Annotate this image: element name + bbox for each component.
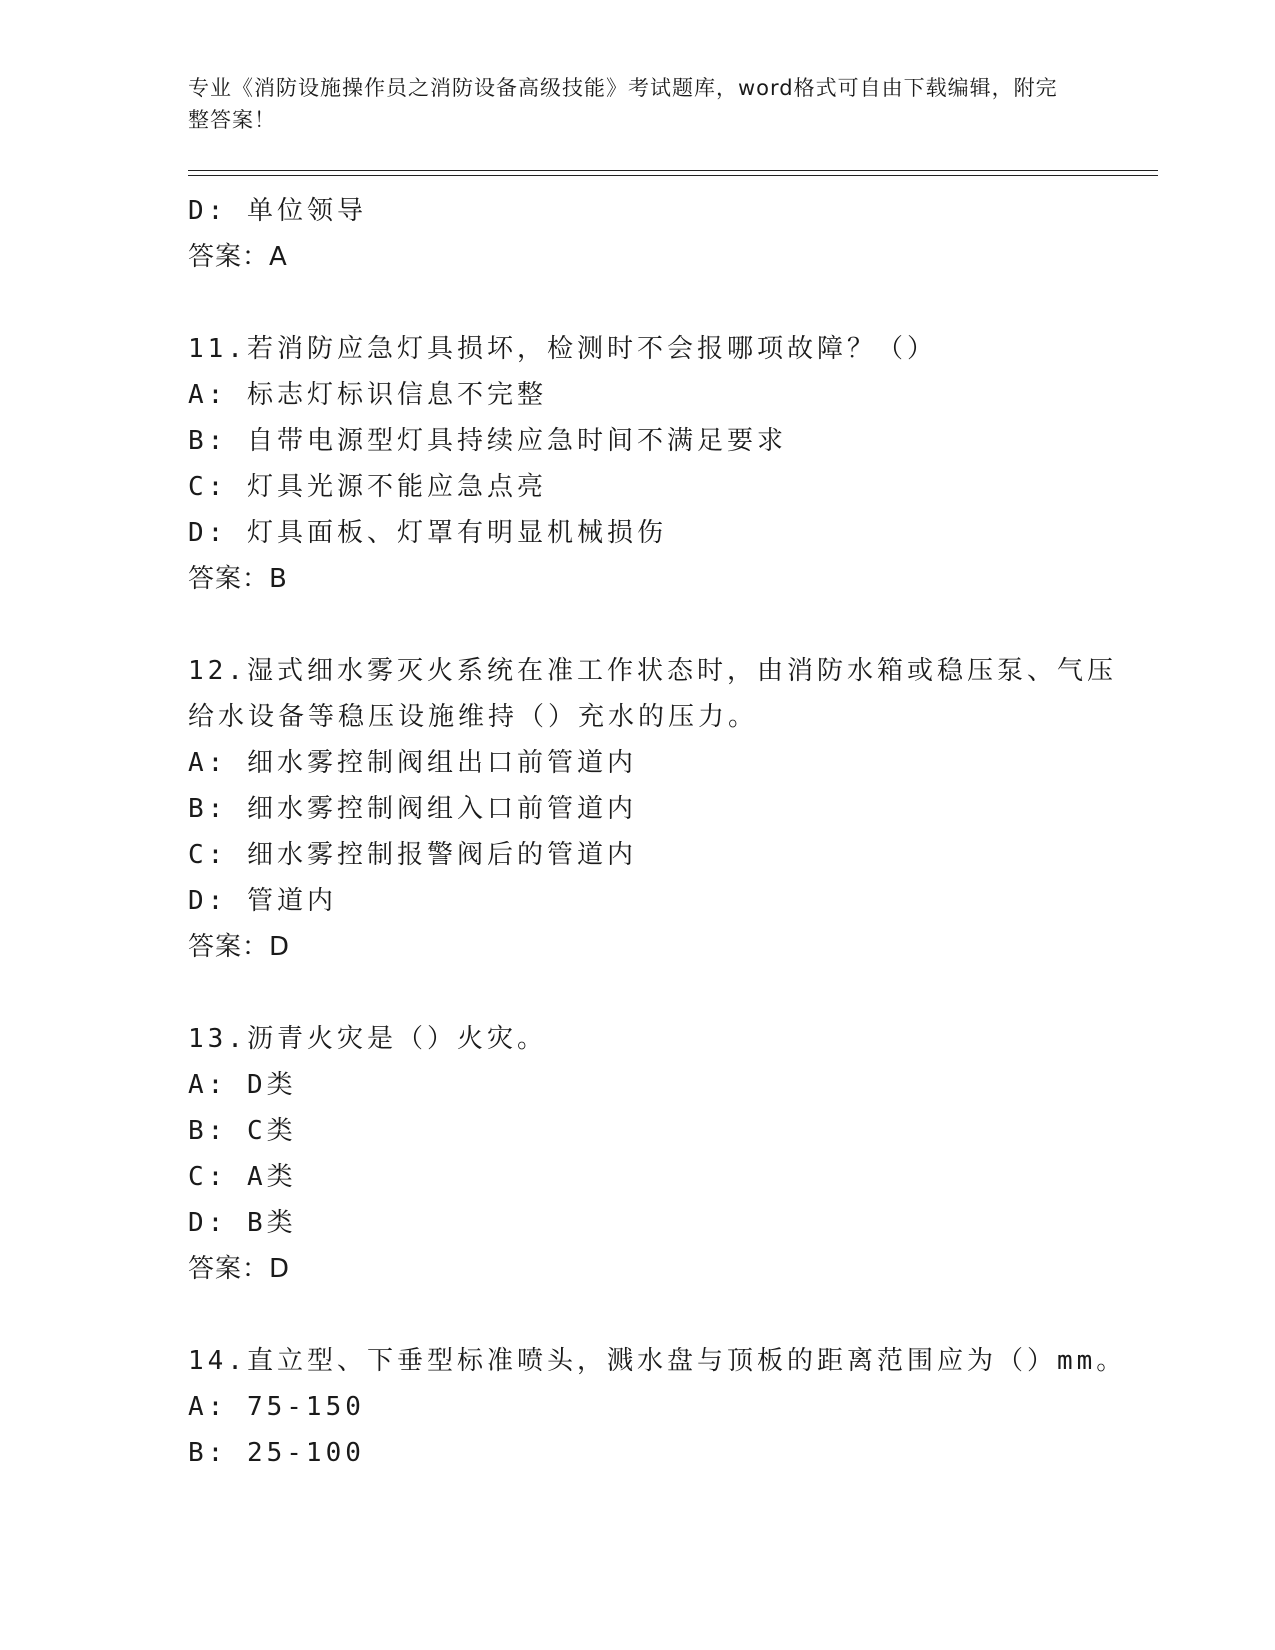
answer: 答案：D	[188, 932, 291, 962]
option-b: B: 25-100	[188, 1438, 365, 1468]
question-11	[188, 326, 1148, 602]
option-c: C: A类	[188, 1162, 297, 1192]
header-rule-top	[188, 170, 1158, 171]
question-stem: 14.直立型、下垂型标准喷头，溅水盘与顶板的距离范围应为（）mm。	[188, 1346, 1127, 1376]
option-d: D: 管道内	[188, 886, 337, 916]
option-d: D: 单位领导	[188, 196, 367, 226]
option-d: D: B类	[188, 1208, 297, 1238]
question-13	[188, 1016, 1148, 1292]
option-d: D: 灯具面板、灯罩有明显机械损伤	[188, 518, 667, 548]
answer: 答案：D	[188, 1254, 291, 1284]
option-c: C: 灯具光源不能应急点亮	[188, 472, 547, 502]
option-a: A: D类	[188, 1070, 297, 1100]
option-a: A: 细水雾控制阀组出口前管道内	[188, 748, 637, 778]
question-stem-line-1: 12.湿式细水雾灭火系统在准工作状态时，由消防水箱或稳压泵、气压	[188, 656, 1117, 686]
previous-question-tail	[188, 188, 1148, 280]
question-stem: 13.沥青火灾是（）火灾。	[188, 1024, 547, 1054]
document-header: 专业《消防设施操作员之消防设备高级技能》考试题库，word格式可自由下载编辑，附完整答案！	[188, 76, 1058, 132]
answer: 答案：B	[188, 564, 288, 594]
question-14	[188, 1338, 1148, 1476]
header-rule-bottom	[188, 175, 1158, 176]
option-b: B: C类	[188, 1116, 297, 1146]
option-c: C: 细水雾控制报警阀后的管道内	[188, 840, 637, 870]
option-b: B: 细水雾控制阀组入口前管道内	[188, 794, 637, 824]
question-stem-line-2: 给水设备等稳压设施维持（）充水的压力。	[188, 702, 759, 732]
option-a: A: 标志灯标识信息不完整	[188, 380, 547, 410]
question-12	[188, 648, 1148, 970]
answer: 答案：A	[188, 242, 288, 272]
option-a: A: 75-150	[188, 1392, 365, 1422]
question-stem: 11.若消防应急灯具损坏，检测时不会报哪项故障？（）	[188, 334, 937, 364]
question-list	[188, 188, 1148, 1476]
option-b: B: 自带电源型灯具持续应急时间不满足要求	[188, 426, 787, 456]
